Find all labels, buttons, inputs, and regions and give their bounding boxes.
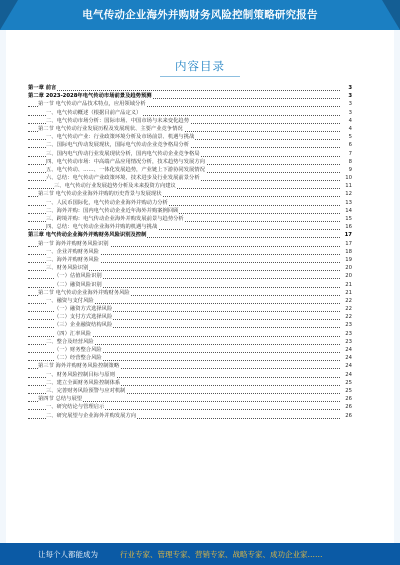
toc-entry-text: 一、企业并购财务风险 [46, 248, 99, 255]
toc-entry[interactable] [28, 362, 352, 370]
toc-entry-page: 20 [345, 265, 352, 272]
toc-entry-text: 三、电气传动行业发展趋势分析及未来投资方向建议 [54, 183, 176, 190]
toc-entry-text: 一、财务风险控制目标与原则 [46, 371, 115, 378]
toc-entry-page: 26 [345, 404, 352, 411]
toc-entry-page: 19 [345, 256, 352, 263]
toc-heading: 内容目录 [175, 59, 225, 73]
toc-entry[interactable] [28, 313, 352, 321]
toc-entry[interactable] [28, 346, 352, 354]
toc-entry-page: 13 [345, 199, 352, 206]
toc-entry-page: 14 [345, 207, 352, 214]
toc-entry-page: 23 [345, 330, 352, 337]
toc-entry-text: 三、财务风险识别 [46, 265, 89, 272]
toc-entry-page: 5 [348, 134, 352, 141]
toc-entry[interactable] [28, 281, 352, 289]
toc-entry[interactable] [28, 223, 352, 231]
toc-entry-page: 17 [344, 232, 352, 239]
toc-entry-page: 25 [345, 387, 352, 394]
toc-entry-text: 二、电气传动市场分析：国际市场、中国市场与未来变化趋势 [46, 117, 190, 124]
toc-entry-page: 26 [345, 412, 352, 419]
toc-entry-text: （三）企业融资结构风险 [54, 322, 113, 329]
toc-entry-text: （一）财务整合风险 [54, 347, 102, 353]
toc-entry[interactable] [28, 150, 352, 158]
toc-entry-text: （二）融资风险识别 [54, 281, 102, 288]
toc-entry-text: 一、融资与支付风险 [46, 297, 94, 304]
toc-entry-page: 23 [345, 338, 352, 345]
toc-entry-text: 三、完善财务风险预警与应对机制 [46, 387, 126, 394]
toc-entry[interactable] [28, 371, 352, 379]
toc-entry-page: 22 [345, 306, 352, 313]
toc-entry-text: 二、海外并购财务风险 [46, 256, 99, 263]
toc-entry[interactable] [28, 84, 352, 92]
toc-entry[interactable] [28, 166, 352, 174]
toc-entry-text: 三、国内电气传动行业发展现状分析，国内电气传动企业竞争格局 [46, 150, 200, 157]
toc-entry-page: 12 [345, 191, 352, 198]
toc-entry-text: 第二章 2023-2028年电气传动市场前景及趋势预测 [28, 93, 152, 100]
toc-entry[interactable] [28, 321, 352, 329]
toc-entry[interactable] [28, 240, 352, 248]
toc-entry-text: 一、研究结论与管理启示 [46, 404, 105, 411]
toc-entry-text: 第四节 总结与展望 [38, 396, 83, 403]
toc-entry[interactable] [28, 305, 352, 313]
toc-entry[interactable] [28, 109, 352, 117]
toc-entry-text: 二、国际电气传动发展现状，国际电气传动企业竞争格局分析 [46, 142, 190, 149]
toc-entry[interactable] [28, 100, 352, 108]
toc-entry-page: 9 [348, 166, 352, 173]
toc-entry-page: 23 [345, 322, 352, 329]
footer-slogan: 让每个人都能成为 [38, 550, 98, 559]
toc-entry[interactable] [28, 248, 352, 256]
toc-entry[interactable] [28, 412, 352, 420]
toc-entry-page: 4 [348, 117, 352, 124]
toc-entry[interactable] [28, 272, 352, 280]
toc-entry-page: 15 [345, 216, 352, 222]
toc-entry[interactable] [28, 330, 352, 338]
toc-entry-page: 17 [345, 240, 352, 247]
toc-entry-page: 24 [345, 347, 352, 353]
toc-heading-rule [160, 76, 240, 77]
toc-entry-text: 二、研究展望与企业海外并购发展方向 [46, 412, 137, 419]
toc-entry-text: 一、人民币国际化，电气传动企业海外并购动力分析 [46, 199, 168, 206]
header-corner-right [382, 0, 400, 30]
toc-entry[interactable] [28, 264, 352, 272]
toc-entry-page: 25 [345, 379, 352, 386]
toc-entry-text: 二、海外并购：国内电气传动企业近年海外并购案例回顾 [46, 207, 179, 214]
toc-entry[interactable] [28, 207, 352, 215]
table-of-contents [28, 84, 352, 420]
toc-entry[interactable] [28, 92, 352, 100]
toc-entry-page: 4 [348, 125, 352, 132]
toc-entry-text: （二）经营整合风险 [54, 355, 102, 362]
toc-entry-text: 第三章 电气传动企业海外并购财务风险识别及控制 [28, 232, 147, 239]
toc-entry-text: 第一节 电气传动产品技术特点，应用领域分析 [38, 101, 146, 108]
toc-entry-text: 第二节 电气传动企业海外并购财务风险 [38, 289, 130, 296]
toc-entry-text: 四、电气传动市场：中高端产品应用情况分析，技术趋势与发展方向 [46, 158, 205, 165]
toc-entry-page: 21 [345, 281, 352, 288]
toc-entry-page: 16 [345, 224, 352, 231]
toc-entry-page: 10 [345, 175, 352, 182]
toc-entry-page: 11 [345, 183, 352, 190]
toc-entry-page: 22 [345, 314, 352, 321]
toc-entry-page: 24 [345, 371, 352, 378]
toc-entry-text: （一）融资方式选择风险 [54, 306, 113, 313]
toc-entry[interactable] [28, 125, 352, 133]
toc-entry-text: 第三节 电气传动企业海外并购的历史背景与发展现状 [38, 191, 162, 198]
toc-leader-dots [28, 90, 340, 91]
toc-entry-text: 二、整合及经营风险 [46, 338, 94, 345]
toc-entry[interactable] [28, 133, 352, 141]
toc-entry-text: 三、跨境并购：电气传动企业海外并购发展前景与趋势分析 [46, 216, 184, 222]
toc-entry-page: 22 [345, 297, 352, 304]
toc-entry-text: 二、建立全面财务风险控制体系 [46, 379, 121, 386]
toc-entry[interactable] [28, 231, 352, 239]
toc-entry-page: 26 [345, 396, 352, 403]
toc-entry-text: 四、总结：电气传动企业海外并购的机遇与挑战 [46, 224, 158, 231]
toc-entry-text: 一、电气传动产业：行业政策环境分析及市场前景、机遇与挑战 [46, 134, 195, 141]
toc-entry[interactable] [28, 190, 352, 198]
toc-entry[interactable] [28, 379, 352, 387]
toc-entry[interactable] [28, 289, 352, 297]
toc-entry-page: 6 [348, 142, 352, 149]
toc-entry-text: （四）汇率风险 [54, 330, 92, 337]
toc-entry-text: 一、电气传动概述（根据目前产品定义） [46, 109, 142, 116]
toc-entry-text: （二）支付方式选择风险 [54, 314, 113, 321]
toc-entry[interactable] [28, 403, 352, 411]
toc-entry[interactable] [28, 395, 352, 403]
toc-entry[interactable] [28, 297, 352, 305]
footer-roles: 行业专家、管理专家、营销专家、战略专家、成功企业家…… [120, 550, 323, 559]
toc-entry-page: 3 [348, 101, 352, 108]
toc-entry[interactable] [28, 199, 352, 207]
report-title: 电气传动企业海外并购财务风险控制策略研究报告 [82, 9, 318, 21]
toc-entry[interactable] [28, 354, 352, 362]
toc-entry-page: 18 [345, 248, 352, 255]
toc-entry[interactable] [28, 141, 352, 149]
toc-entry-text: 第一章 前言 [28, 85, 57, 91]
toc-entry-text: （一）估值风险识别 [54, 273, 102, 280]
toc-entry-page: 24 [345, 363, 352, 370]
toc-entry[interactable] [28, 387, 352, 395]
toc-entry[interactable] [28, 256, 352, 264]
toc-entry[interactable] [28, 215, 352, 223]
toc-entry-text: 第一节 海外并购财务风险识别 [38, 240, 109, 247]
toc-entry[interactable] [28, 338, 352, 346]
toc-entry-page: 7 [348, 150, 352, 157]
toc-entry[interactable] [28, 117, 352, 125]
toc-entry[interactable] [28, 182, 352, 190]
side-margin-left [0, 30, 6, 543]
header-corner-left [0, 0, 18, 30]
header-band [0, 0, 400, 30]
toc-entry-text: 五、电气传动、……、一体化发展趋势，产业链上下游协同发展情况 [46, 166, 205, 173]
toc-entry-text: 六、总结：电气传动产业政策环境、技术进步及行业发展前景分析 [46, 175, 200, 182]
toc-entry[interactable] [28, 174, 352, 182]
toc-entry-page: 21 [345, 289, 352, 296]
toc-entry-page: 3 [348, 109, 352, 116]
toc-entry-page: 24 [345, 355, 352, 362]
toc-entry-page: 8 [348, 158, 352, 165]
side-margin-right [394, 30, 400, 543]
toc-entry-page: 3 [348, 85, 352, 91]
toc-entry-page: 20 [345, 273, 352, 280]
toc-entry-page: 3 [348, 93, 352, 100]
toc-entry-text: 第三节 海外并购财务风险控制策略 [38, 363, 120, 370]
toc-entry[interactable] [28, 158, 352, 166]
toc-entry-text: 第二节 电气传动行业发展历程及发展现状、主要产业竞争情况 [38, 125, 183, 132]
